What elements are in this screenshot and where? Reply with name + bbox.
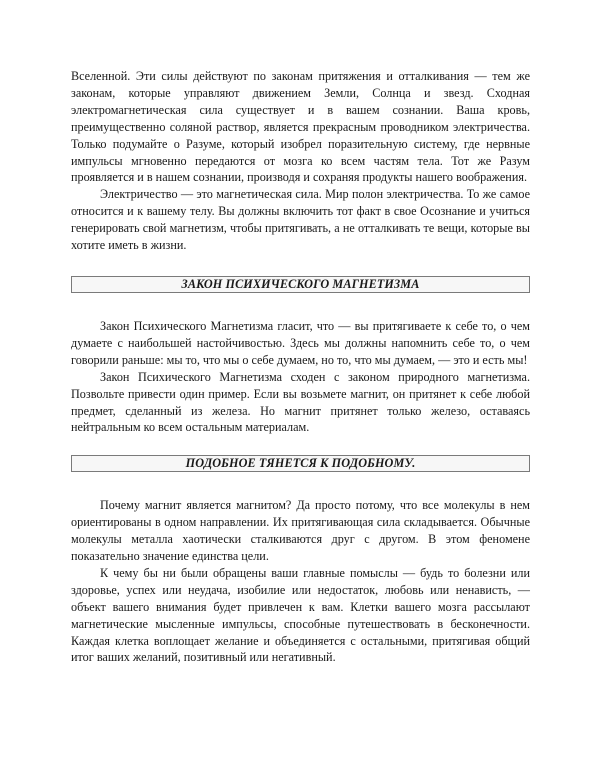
section-heading: ЗАКОН ПСИХИЧЕСКОГО МАГНЕТИЗМА xyxy=(71,276,530,293)
paragraph: Закон Психического Магнетизма гласит, что — вы притягиваете к себе то, о чем думаете с наибольшей настойчивостью. Здесь мы должны напомнить себе то, о чем говорили раньше: мы то, что мы о себе думаем, но то, что мы думаем, — это и есть мы! xyxy=(71,318,530,367)
paragraph: Закон Психического Магнетизма сходен с законом природного магнетизма. Позвольте привести один пример. Если вы возьмете магнит, он притянет к себе любой предмет, сделанный из железа. Но магнит притянет только железо, оставаясь нейтральным ко всем остальным материалам. xyxy=(71,369,530,435)
paragraph: Вселенной. Эти силы действуют по законам притяжения и отталкивания — тем же законам, которые управляют движением Земли, Солнца и звезд. Сходная электромагнетическая сила существует и в вашем сознании. Ваша кровь, преимущественно соляной раствор, является прекрасным проводником электричества. Только подумайте о Разуме, который изобрел поразительную систему, где нервные импульсы мгновенно передаются от мозга ко всем частям тела. Тот же Разум проявляется и в нашем сознании, производя и сохраняя продукты нашего воображения. xyxy=(71,69,530,185)
section-heading: ПОДОБНОЕ ТЯНЕТСЯ К ПОДОБНОМУ. xyxy=(71,455,530,472)
paragraph: К чему бы ни были обращены ваши главные помыслы — будь то болезни или здоровье, успех или неудача, изобилие или недостаток, любовь или ненависть, — объект вашего внимания будет привлечен к вам. Клетки вашего мозга рассылают магнетические мысленные импульсы, способные путешествовать в бесконечности. Каждая клетка воплощает желание и объединяется с остальными, притягивая общий итог ваших желаний, позитивный или негативный. xyxy=(71,565,530,665)
paragraph: Электричество — это магнетическая сила. Мир полон электричества. То же самое относится и к вашему телу. Вы должны включить тот факт в свое Осознание и учиться генерировать свой магнетизм, чтобы притягивать, а не отталкивать те вещи, которые вы хотите иметь в жизни. xyxy=(71,187,530,253)
document-page xyxy=(71,68,530,666)
paragraph: Почему магнит является магнитом? Да просто потому, что все молекулы в нем ориентированы в одном направлении. Их притягивающая сила складывается. Обычные молекулы металла хаотически сталкиваются друг с другом. В этом феномене показательно значение единства цели. xyxy=(71,498,530,564)
